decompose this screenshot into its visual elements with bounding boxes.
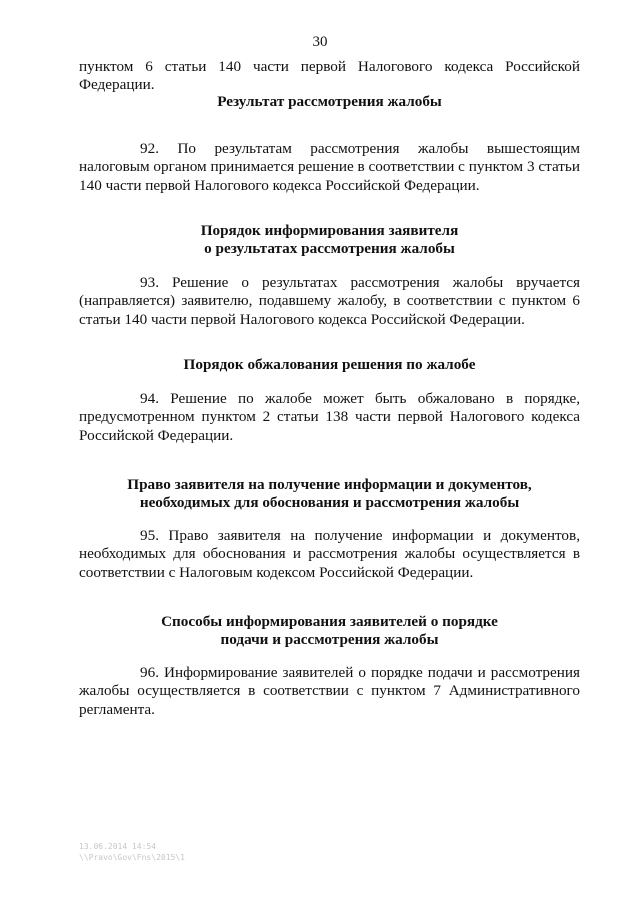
section-result xyxy=(79,93,580,111)
section-heading: Право заявителя на получение информации и документов, xyxy=(127,476,532,493)
section-heading: подачи и рассмотрения жалобы xyxy=(220,631,439,649)
section-rights-body xyxy=(79,527,580,582)
print-stamp-path: \\Pravo\Gov\Fns\2015\1 xyxy=(79,853,185,862)
paragraph-95: 95. Право заявителя на получение информации и документов, необходимых для обоснования и рассмотрения жалобы осуществляется в соответствии с Налоговым кодексом Российской Федерации. xyxy=(79,527,580,581)
continuation-block xyxy=(79,58,580,95)
print-stamp xyxy=(79,841,185,863)
paragraph-93: 93. Решение о результатах рассмотрения жалобы вручается (направляется) заявителю, подавшему жалобу, в соответствии с пунктом 6 статьи 140 части первой Налогового кодекса Российской Федерации. xyxy=(79,274,580,328)
section-heading: Порядок обжалования решения по жалобе xyxy=(183,356,476,373)
section-methods xyxy=(79,613,580,650)
page-number: 30 xyxy=(312,34,328,50)
section-heading: необходимых для обоснования и рассмотрения жалобы xyxy=(139,494,520,512)
continuation-paragraph: пунктом 6 статьи 140 части первой Налогового кодекса Российской Федерации. xyxy=(79,58,580,94)
section-rights xyxy=(79,476,580,513)
section-appeal-body xyxy=(79,390,580,445)
paragraph-94: 94. Решение по жалобе может быть обжаловано в порядке, предусмотренном пунктом 2 статьи 138 части первой Налогового кодекса Российской Федерации. xyxy=(79,390,580,444)
section-methods-body xyxy=(79,664,580,719)
print-stamp-date: 13.06.2014 14:54 xyxy=(79,842,157,851)
section-heading: Порядок информирования заявителя xyxy=(200,222,459,239)
section-heading: Способы информирования заявителей о порядке xyxy=(161,613,498,630)
section-heading: о результатах рассмотрения жалобы xyxy=(204,240,455,258)
section-informing xyxy=(79,222,580,259)
paragraph-96: 96. Информирование заявителей о порядке подачи и рассмотрения жалобы осуществляется в соответствии с пунктом 7 Административного регламента. xyxy=(79,664,580,718)
section-heading: Результат рассмотрения жалобы xyxy=(217,93,442,110)
section-informing-body xyxy=(79,274,580,329)
paragraph-92: 92. По результатам рассмотрения жалобы вышестоящим налоговым органом принимается решение в соответствии с пунктом 3 статьи 140 части первой Налогового кодекса Российской Федерации. xyxy=(79,140,580,194)
section-result-body xyxy=(79,140,580,195)
section-appeal xyxy=(79,356,580,374)
